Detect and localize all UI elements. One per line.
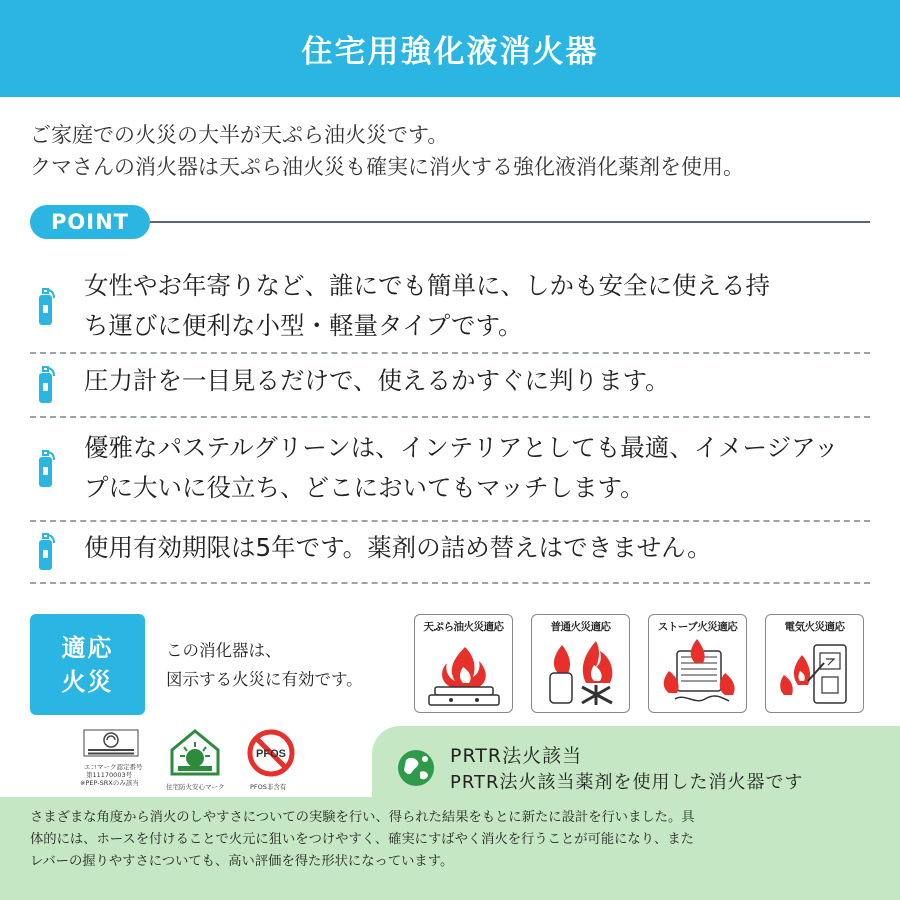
description-line: レバーの握りやすさについても、高い評価を得た形状になっています。 xyxy=(30,854,454,869)
point-item xyxy=(30,354,870,418)
tempura-oil-fire-icon xyxy=(421,637,507,709)
fire-type-card xyxy=(531,614,630,713)
badge-line: 適応 xyxy=(61,633,114,662)
point-text: プに大いに役立ち、どこにおいてもマッチします。 xyxy=(84,473,645,502)
description-line: さまざまな角度から消火のしやすさについての実験を行い、得られた結果をもとに新たに設計を行いました。具 xyxy=(30,810,695,825)
point-item xyxy=(30,418,870,522)
description-line: 体的には、ホースを付けることで火元に狙いをつけやすく、確実にすばやく消火を行うことが可能になり、また xyxy=(30,832,694,847)
fire-type-card xyxy=(648,614,747,713)
fire-extinguisher-icon xyxy=(30,365,60,405)
fire-type-label: 電気火災適応 xyxy=(784,621,845,633)
point-text: 優雅なパステルグリーンは、インテリアとしても最適、イメージアッ xyxy=(84,433,839,462)
suitable-fires-description xyxy=(166,636,363,694)
page-title: 住宅用強化液消火器 xyxy=(301,34,599,70)
intro-text xyxy=(30,119,880,183)
fire-extinguisher-icon xyxy=(30,287,60,327)
design-description xyxy=(30,807,875,873)
prtr-title: PRTR法火該当 xyxy=(450,745,583,767)
stove-fire-icon xyxy=(655,637,741,709)
fire-safety-house-mark xyxy=(168,728,222,778)
fire-type-label: 天ぷら油火災適応 xyxy=(423,621,504,633)
fire-type-label: ストーブ火災適応 xyxy=(657,621,738,633)
point-heading xyxy=(30,205,870,239)
point-list xyxy=(30,262,870,584)
prtr-globe-icon xyxy=(396,748,436,788)
suitable-fires-badge xyxy=(30,614,145,715)
fire-extinguisher-icon xyxy=(30,532,60,572)
point-item xyxy=(30,262,870,354)
fire-type-label: 普通火災適応 xyxy=(550,621,611,633)
fire-type-card xyxy=(765,614,864,713)
divider xyxy=(150,221,870,223)
fire-extinguisher-icon xyxy=(30,449,60,489)
point-text: 圧力計を一目見るだけで、使えるかすぐに判ります。 xyxy=(84,366,670,395)
eco-mark-number-label: 第11170003号 xyxy=(86,771,133,779)
house-mark-label: 住宅防火安心マーク xyxy=(166,783,225,791)
eco-mark-number-label: エコマーク認定番号 xyxy=(84,763,143,771)
pfos-free-mark xyxy=(246,728,296,778)
description-line: この消化器は、 xyxy=(166,641,282,660)
fire-type-card xyxy=(414,614,513,713)
description-line: 図示する火災に有効です。 xyxy=(166,670,363,689)
badge-line: 火災 xyxy=(61,667,114,696)
fire-type-icons xyxy=(414,614,864,713)
intro-line: クマさんの消火器は天ぷら油火災も確実に消火する強化液消化薬剤を使用。 xyxy=(30,155,744,179)
prtr-subtitle: PRTR法火該当薬剤を使用した消火器です xyxy=(450,772,804,793)
certification-marks xyxy=(80,728,320,794)
intro-line: ご家庭での火災の大半が天ぷら油火災です。 xyxy=(30,123,449,147)
point-text: 女性やお年寄りなど、誰にでも簡単に、しかも安全に使える持 xyxy=(84,271,770,300)
page-header xyxy=(0,0,900,97)
point-badge: POINT xyxy=(30,205,150,239)
point-item xyxy=(30,522,870,584)
point-text: 使用有効期限は5年です。薬剤の詰め替えはできません。 xyxy=(84,533,712,562)
electrical-fire-icon xyxy=(772,637,858,709)
ordinary-fire-icon xyxy=(538,637,624,709)
pfos-badge-text: PFOS xyxy=(256,748,286,760)
pfos-label: PFOS非含有 xyxy=(250,783,287,791)
point-text: ち運びに便利な小型・軽量タイプです。 xyxy=(84,311,523,340)
eco-mark-note: ※PEP-SRXのみ該当 xyxy=(80,779,139,787)
